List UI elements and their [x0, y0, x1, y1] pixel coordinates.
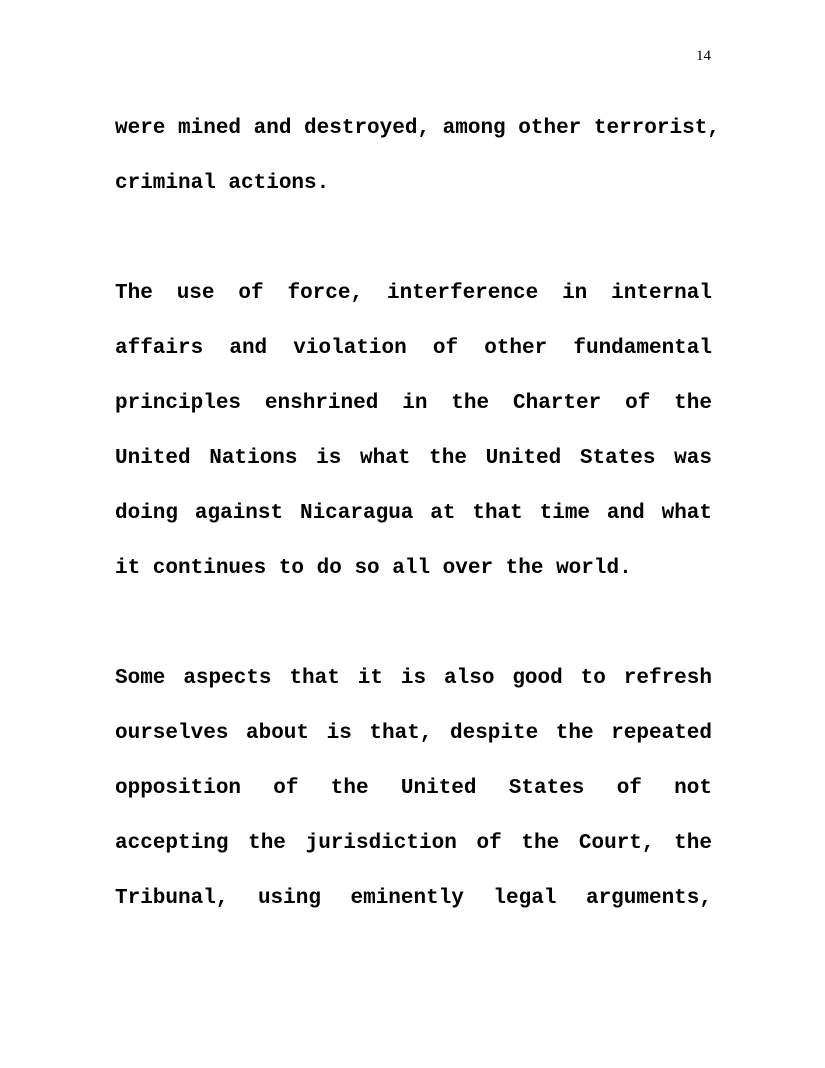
text-line: it continues to do so all over the world.	[115, 557, 632, 580]
text-line: criminal actions.	[115, 172, 330, 195]
text-line: The use of force, interference in internal	[115, 282, 712, 305]
page-number: 14	[696, 48, 711, 64]
text-line: Tribunal, using eminently legal arguments,	[115, 887, 712, 910]
text-line: were mined and destroyed, among other terrorist,	[115, 117, 720, 140]
text-line: ourselves about is that, despite the repeated	[115, 722, 712, 745]
text-line: United Nations is what the United States was	[115, 447, 712, 470]
text-line: Some aspects that it is also good to refresh	[115, 667, 712, 690]
text-line: doing against Nicaragua at that time and what	[115, 502, 712, 525]
text-line: affairs and violation of other fundamental	[115, 337, 712, 360]
text-line: opposition of the United States of not	[115, 777, 712, 800]
text-line: principles enshrined in the Charter of the	[115, 392, 712, 415]
text-line: accepting the jurisdiction of the Court, the	[115, 832, 712, 855]
